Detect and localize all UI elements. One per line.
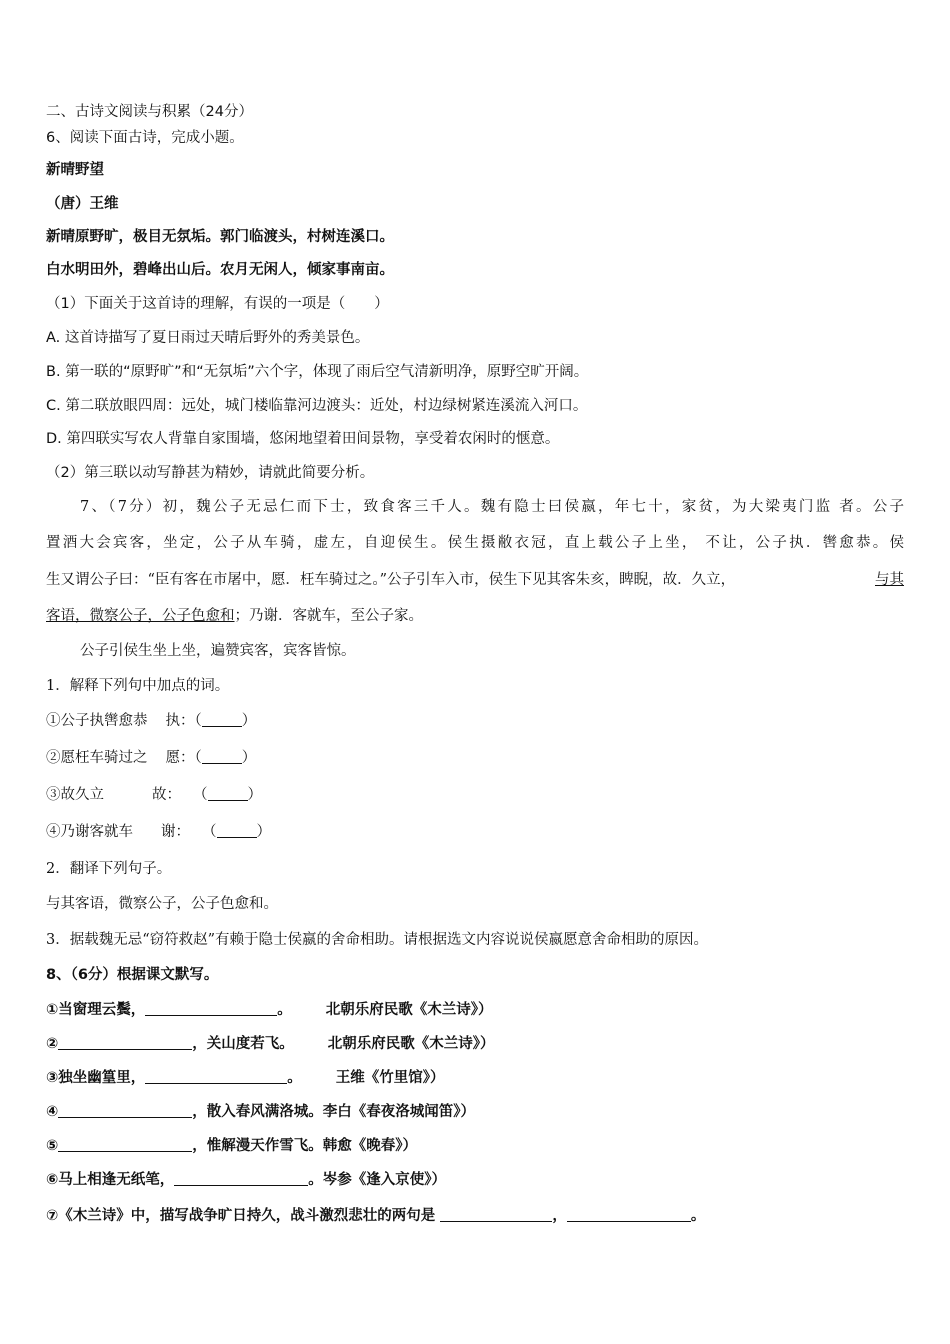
- recite-item-4: [46, 1102, 475, 1122]
- answer-blank[interactable]: [217, 823, 257, 838]
- poem-line-2: 白水明田外，碧峰出山后。农月无闲人，倾家事南亩。: [46, 261, 394, 278]
- q7-passage-line-2: 置酒大会宾客，坐定，公子从车骑，虚左，自迎侯生。侯生摄敝衣冠，直上载公子上坐， 不让，公子执．辔愈恭。侯: [46, 535, 904, 551]
- q7-passage-line-4: [46, 606, 423, 626]
- recite-item-2-source: 北朝乐府民歌《木兰诗》）: [327, 1036, 495, 1052]
- q7-task-3: 3．据载魏无忌“窃符救赵”有赖于隐士侯嬴的舍命相助。请根据选文内容说说侯嬴愿意舍命相助的原因。: [46, 932, 709, 948]
- q7-passage-line-1: 7、（7分）初，魏公子无忌仁而下士，致食客三千人。魏有隐士曰侯嬴，年七十，家贫，为大梁夷门监 者。公子: [80, 499, 904, 515]
- q6-sub-question-1: （1）下面关于这首诗的理解，有误的一项是（ ）: [46, 296, 389, 312]
- q7-task-1: 1．解释下列句中加点的词。: [46, 678, 230, 694]
- recite-item-6: [46, 1170, 446, 1190]
- q6-intro: 6、阅读下面古诗，完成小题。: [46, 130, 244, 146]
- blank-open: （: [194, 713, 202, 729]
- answer-blank[interactable]: [174, 1171, 308, 1186]
- answer-blank[interactable]: [202, 712, 242, 727]
- q7-passage-paragraph-2: 公子引侯生坐上坐，遍赞宾客，宾客皆惊。: [80, 643, 356, 659]
- recite-item-7: [46, 1206, 705, 1226]
- q7-passage-line-3-text: 生又谓公子曰：“臣有客在市屠中，愿．枉车骑过之。”公子引车入市，侯生下见其客朱亥，睥睨，故．久立，: [46, 572, 736, 588]
- blank-open: （: [194, 750, 202, 766]
- q7-underlined-sentence: 客语，微察公子，公子色愈和: [46, 608, 235, 624]
- answer-blank[interactable]: [58, 1137, 192, 1152]
- word-item-3-phrase: ③故久立: [46, 787, 104, 803]
- word-item-2: [46, 748, 256, 768]
- recite-item-4-num: ④: [46, 1104, 59, 1120]
- answer-blank[interactable]: [58, 1103, 192, 1118]
- q6-sub-question-2: （2）第三联以动写静甚为精妙，请就此简要分析。: [46, 465, 375, 481]
- recite-item-1: [46, 1000, 493, 1020]
- recite-item-1-text: ①当窗理云鬓，: [46, 1002, 146, 1018]
- recite-item-7-comma: ，: [552, 1208, 567, 1224]
- blank-close: ）: [241, 750, 257, 766]
- recite-item-4-text: ，散入春风满洛城。李白《春夜洛城闻笛》）: [192, 1104, 476, 1120]
- blank-close: ）: [247, 787, 262, 803]
- blank-close: ）: [241, 713, 257, 729]
- q8-intro: 8、（6分）根据课文默写。: [46, 967, 219, 983]
- option-c: C. 第二联放眼四周：远处，城门楼临靠河边渡头：近处，村边绿树紧连溪流入河口。: [46, 398, 588, 414]
- poem-line-1: 新晴原野旷，极目无氛垢。郭门临渡头，村树连溪口。: [46, 228, 394, 245]
- recite-item-2-num: ②: [46, 1036, 59, 1052]
- recite-item-6-text: ⑥马上相逢无纸笔，: [46, 1172, 175, 1188]
- word-item-4-phrase: ④乃谢客就车: [46, 824, 133, 840]
- q7-task-2: 2．翻译下列句子。: [46, 861, 172, 877]
- answer-blank[interactable]: [208, 786, 248, 801]
- word-item-4-word: 谢：: [161, 824, 190, 840]
- answer-blank[interactable]: [567, 1207, 691, 1222]
- word-item-2-word: 愿：: [165, 750, 195, 766]
- option-a: A. 这首诗描写了夏日雨过天晴后野外的秀美景色。: [46, 330, 370, 346]
- recite-item-6-end: 。岑参《逢入京使》）: [308, 1172, 447, 1188]
- blank-open: （: [202, 824, 217, 840]
- answer-blank[interactable]: [145, 1069, 287, 1084]
- recite-item-7-end: 。: [690, 1208, 706, 1224]
- word-item-1: [46, 711, 256, 731]
- word-item-2-phrase: ②愿枉车骑过之: [46, 750, 148, 766]
- section-title: 二、古诗文阅读与积累（24分）: [46, 104, 253, 120]
- answer-blank[interactable]: [145, 1001, 277, 1016]
- word-item-3: [46, 785, 262, 805]
- answer-blank[interactable]: [58, 1035, 192, 1050]
- recite-item-1-source: 北朝乐府民歌《木兰诗》）: [325, 1002, 493, 1018]
- blank-close: ）: [256, 824, 271, 840]
- q7-passage-line-4-rest: ；乃谢．客就车，至公子家。: [234, 608, 423, 624]
- recite-item-2: [46, 1034, 495, 1054]
- recite-item-5-num: ⑤: [46, 1138, 59, 1154]
- recite-item-5: [46, 1136, 417, 1156]
- option-d: D. 第四联实写农人背靠自家围墙，悠闲地望着田间景物，享受着农闲时的惬意。: [46, 431, 560, 447]
- recite-item-3-end: 。: [287, 1070, 302, 1086]
- word-item-1-phrase: ①公子执辔愈恭: [46, 713, 148, 729]
- recite-item-3: [46, 1068, 445, 1088]
- recite-item-1-end: 。: [277, 1002, 292, 1018]
- poem-author: （唐）王维: [46, 195, 119, 212]
- word-item-1-word: 执：: [165, 713, 195, 729]
- recite-item-3-source: 王维《竹里馆》）: [335, 1070, 445, 1086]
- word-item-3-word: 故：: [152, 787, 181, 803]
- recite-item-2-text: ，关山度若飞。: [192, 1036, 294, 1052]
- poem-title: 新晴野望: [46, 161, 104, 178]
- recite-item-3-text: ③独坐幽篁里，: [46, 1070, 146, 1086]
- q7-passage-line-3: [46, 570, 904, 590]
- q7-task-2-sentence: 与其客语，微察公子，公子色愈和。: [46, 896, 278, 912]
- q7-underlined-start: 与其: [875, 572, 904, 588]
- recite-item-7-text: ⑦《木兰诗》中，描写战争旷日持久，战斗激烈悲壮的两句是: [46, 1208, 441, 1224]
- recite-item-5-text: ，惟解漫天作雪飞。韩愈《晚春》）: [192, 1138, 418, 1154]
- answer-blank[interactable]: [440, 1207, 552, 1222]
- word-item-4: [46, 822, 271, 842]
- blank-open: （: [193, 787, 208, 803]
- answer-blank[interactable]: [202, 749, 242, 764]
- option-b: B. 第一联的“原野旷”和“无氛垢”六个字，体现了雨后空气清新明净，原野空旷开阔。: [46, 364, 589, 380]
